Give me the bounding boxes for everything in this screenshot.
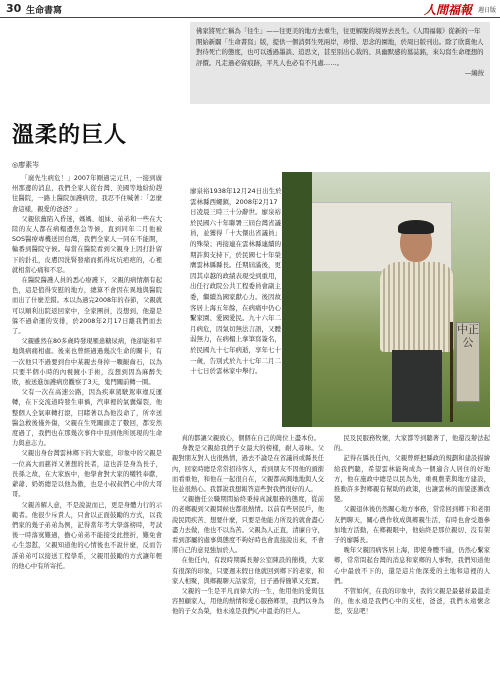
paragraph: 父親的一生是平凡而偉大的一生，他用他的愛與包容照顧家人，用他的熱情和愛心服務鄉里，我們以身為他的子女為榮，他永遠是我們心中溫柔的巨人。 — [172, 588, 324, 616]
article-column-2 — [172, 434, 324, 684]
paragraph: 身教是父親給我們子女最大的榜樣，耐人尋味。父親對朋友對人也很熱情，過去不論是在省議員或縣長任內，回家時總是常常招待客人，看到朋友不因他的頭銜而看重他，和他在一起很自在，父親都高興地地與人交往並很熱心。我都說我想報答這些對我們很好的人。 — [172, 445, 324, 494]
paragraph: 真的都讓父親致心，個個在自己的崗位上盡本份。 — [181, 435, 320, 442]
article-column-1 — [12, 174, 162, 684]
portrait-photo — [282, 172, 490, 427]
editor-intro-box — [190, 22, 490, 104]
paragraph: 父親擔任公職期間始終秉持真誠服務的態度，從前的老鄉親到父親問候也都很熱情。以前有些居民戶，他說民間疾苦、想要什麼，只要是他能力所及的就會盡心盡力去做，他也不以為苦。父親為人正直，清廉自守，看到部屬的處事與態度不夠好時也會直接說出來，不會將自己的意見強加於人。 — [172, 496, 324, 555]
stone-sign: 中正公 — [456, 322, 480, 402]
paragraph: 父親退休後仍然關心地方事務，常常回到鄉下和老朋友們聊天，關心農作收成與鄉親生活，有時也會受邀參加地方活動，在鄉親眼中，他始終是那位親切、沒有架子的廖縣長。 — [334, 506, 490, 545]
paragraph: 記得在縣長任內，父親曾經把縣政的規劃和建設描繪給我們聽，希望雲林能夠成為一個適合人居住的好地方，他在施政中總是以民為先，重視農業與地方建設，推動許多對鄉親有幫助的政策，也讓雲林的面貌逐漸改變。 — [334, 455, 490, 504]
article-title: 溫柔的巨人 — [12, 122, 128, 148]
paragraph: 在醫院醫護人員的悉心療護下，父親的病情漸有起色，這是值得安慰的地方，總算不會因在異地與醫院而出了什麼差錯。本以為過完2008年的春節，父親就可以順利出院返回家中，全家團員，沒想到，他還是躲不過命運的安排，於2008年2月17日離我們而去了。 — [12, 277, 162, 336]
shirt-shape — [380, 262, 454, 352]
paragraph: 父親雖然在80多歲時發現罹患糖尿病，他卻能和平地與病痛相處。後來也曾經過過幾次生命的關卡，有一次他只不過要到台中某親去身掉一顆齦齒石，以為只要半個小時的內視鏡小手術，沒想到因為麻醉失敗，被送進加護病房觀察了3天，鬼門關前轉一圈。 — [12, 338, 162, 387]
paragraph: 父親善解人意，不是說說而已，更是身體力行的示範者。他很少斥責人，只會以正面鼓勵的方式，以我們家的幾子弟弟為例，記得當年考大學落榜時，考試後一時落寞難過，擔心弟弟不能接受此挫折，難免會心生怨懟，父親知道他的心情後也不說什麼，反而告訴弟弟可以接送工程學系，父親用鼓勵的方式讓年輕的他心中有所寄托。 — [12, 501, 162, 570]
paragraph: 父有一次在高速公路，因為疾車駕駛駕車違反運轉，在下交流道時發生車禍，汽車裡的氣囊爆裂，他整個人全氣車轉打滾，目睹著以為他沒命了，所幸送醫急救後僅外傷，父親在生死關頭走了數回，都安然度過了，我們也在那幾次事件中見到他所展現的生命力與意志力。 — [12, 389, 162, 448]
section-name: 生命書寫 — [26, 6, 63, 16]
tree-shape — [282, 172, 312, 427]
article-column-3 — [334, 434, 490, 684]
editor-intro-text: 佛家將死亡稱為「往生」——往更美的地方去重生，往更解脫的境界去長生。《人間福報》從新的一年開始新闢「生命書寫」版，提供一個消弭生死兩岸，珍惜、思念的園地，於周日版刊出。除了欣賞他人對待死亡的態度，也可以透過墨談、追思文，甚至別出心裁的、具幽默感的墓誌銘，來勾寫生命理想的評價。凡走過必留痕跡，平凡人也必有不凡處……。 — [196, 27, 484, 67]
newspaper-logo: 人間福報 — [423, 3, 472, 17]
paragraph: 晚年父親因病客居上海，即使身體不適，仍然心繫家鄉，常常問起台灣的消息和家鄉的人事物，我們知道他心中最放不下的，還是這片他深愛的土地和這裡的人們。 — [334, 547, 490, 585]
cane-shape — [450, 322, 453, 422]
page-header — [0, 0, 500, 18]
article-author: ◎廖素岑 — [12, 161, 40, 169]
paragraph: 父親依舊陷入昏迷，媽媽、姐妹、弟弟和一些在大陸的友人都在病榻邊焦急等候，直到同年二月他被SOS醫療專機送回台灣，我們全家人一同在不能開，輪番到醫院守候。每當在醫院看到父親身上因打針留下的針孔，皮膚因洗腎發痛而抓得坑坑疤疤的，心裡就相當心痛和不忍。 — [12, 215, 162, 274]
page-number: 30 — [6, 2, 22, 15]
edition-label: 週日版 — [477, 7, 496, 14]
hair-shape — [398, 220, 434, 234]
person-figure — [378, 222, 456, 422]
editor-signature: —編按 — [464, 69, 484, 77]
pants-shape — [392, 350, 442, 422]
paragraph: 民及民服務牧懷，大家都等到聽著了，他還沒辦法起的。 — [334, 435, 490, 453]
paragraph: 「廣先生病危！」2007年剛過完元旦，一接到廣州那邊的消息，我們全家人從台灣、美國等地紛紛趕往醫院，一路上醫院加護病房，我忍不住喊著：「怎麼會這樣，親愛的爸爸？」 — [12, 175, 162, 213]
photo-caption: 廖泉裕1938年12月24日出生於雲林縣西螺鎮，2008年2月17日凌晨三時三十分辭世。廖泉裕於民國六十年聯署三屆台灣省議員，並獲得「十大傑出省議員」的殊榮；再接連在雲林縣連續的期許與支持下，於民國七十年榮膺雲林縣縣長。任期屆滿後，更因其卓越的政績表現受到重用，出任行政院公共工程委員會副主委，繼續為國家獻心力。後因故客居上海五年餘，在病痛中仍心繫家園、愛國愛民。九十六年二月病危，因氣切無法言語，又體弱無力，在病榻上拿筆寫簽名，於民國九十七年病逝，享年七十一歲，告別式於九十七年二月二十七日於雲林家中舉行。 — [190, 187, 282, 376]
paragraph: 父親出身台灣雲林鄉下的大家庭，印象中的父親是一位高大而慈祥又著想的長者，這也許是身為長子，長孫之故，在大家族中，他學會對大家的犧牲奉獻，爺爺、奶奶總是以他為傲，也是小叔叔們心中的大哥哥。 — [12, 450, 162, 499]
paragraph: 不管如何，在我的印象中，我的父親是最慈祥最溫柔的，他永遠是我們心中的支柱，爸爸，我們永遠懷念您，安息吧！ — [334, 588, 490, 616]
paragraph: 在他任內，有段時期縣長辦公室陳設的簡樸，大家有很深的印象，只要週末假日他就回到鄉下的老家，和家人相聚，與鄉親聊天話家常，日子過得簡單又充實。 — [172, 557, 324, 585]
